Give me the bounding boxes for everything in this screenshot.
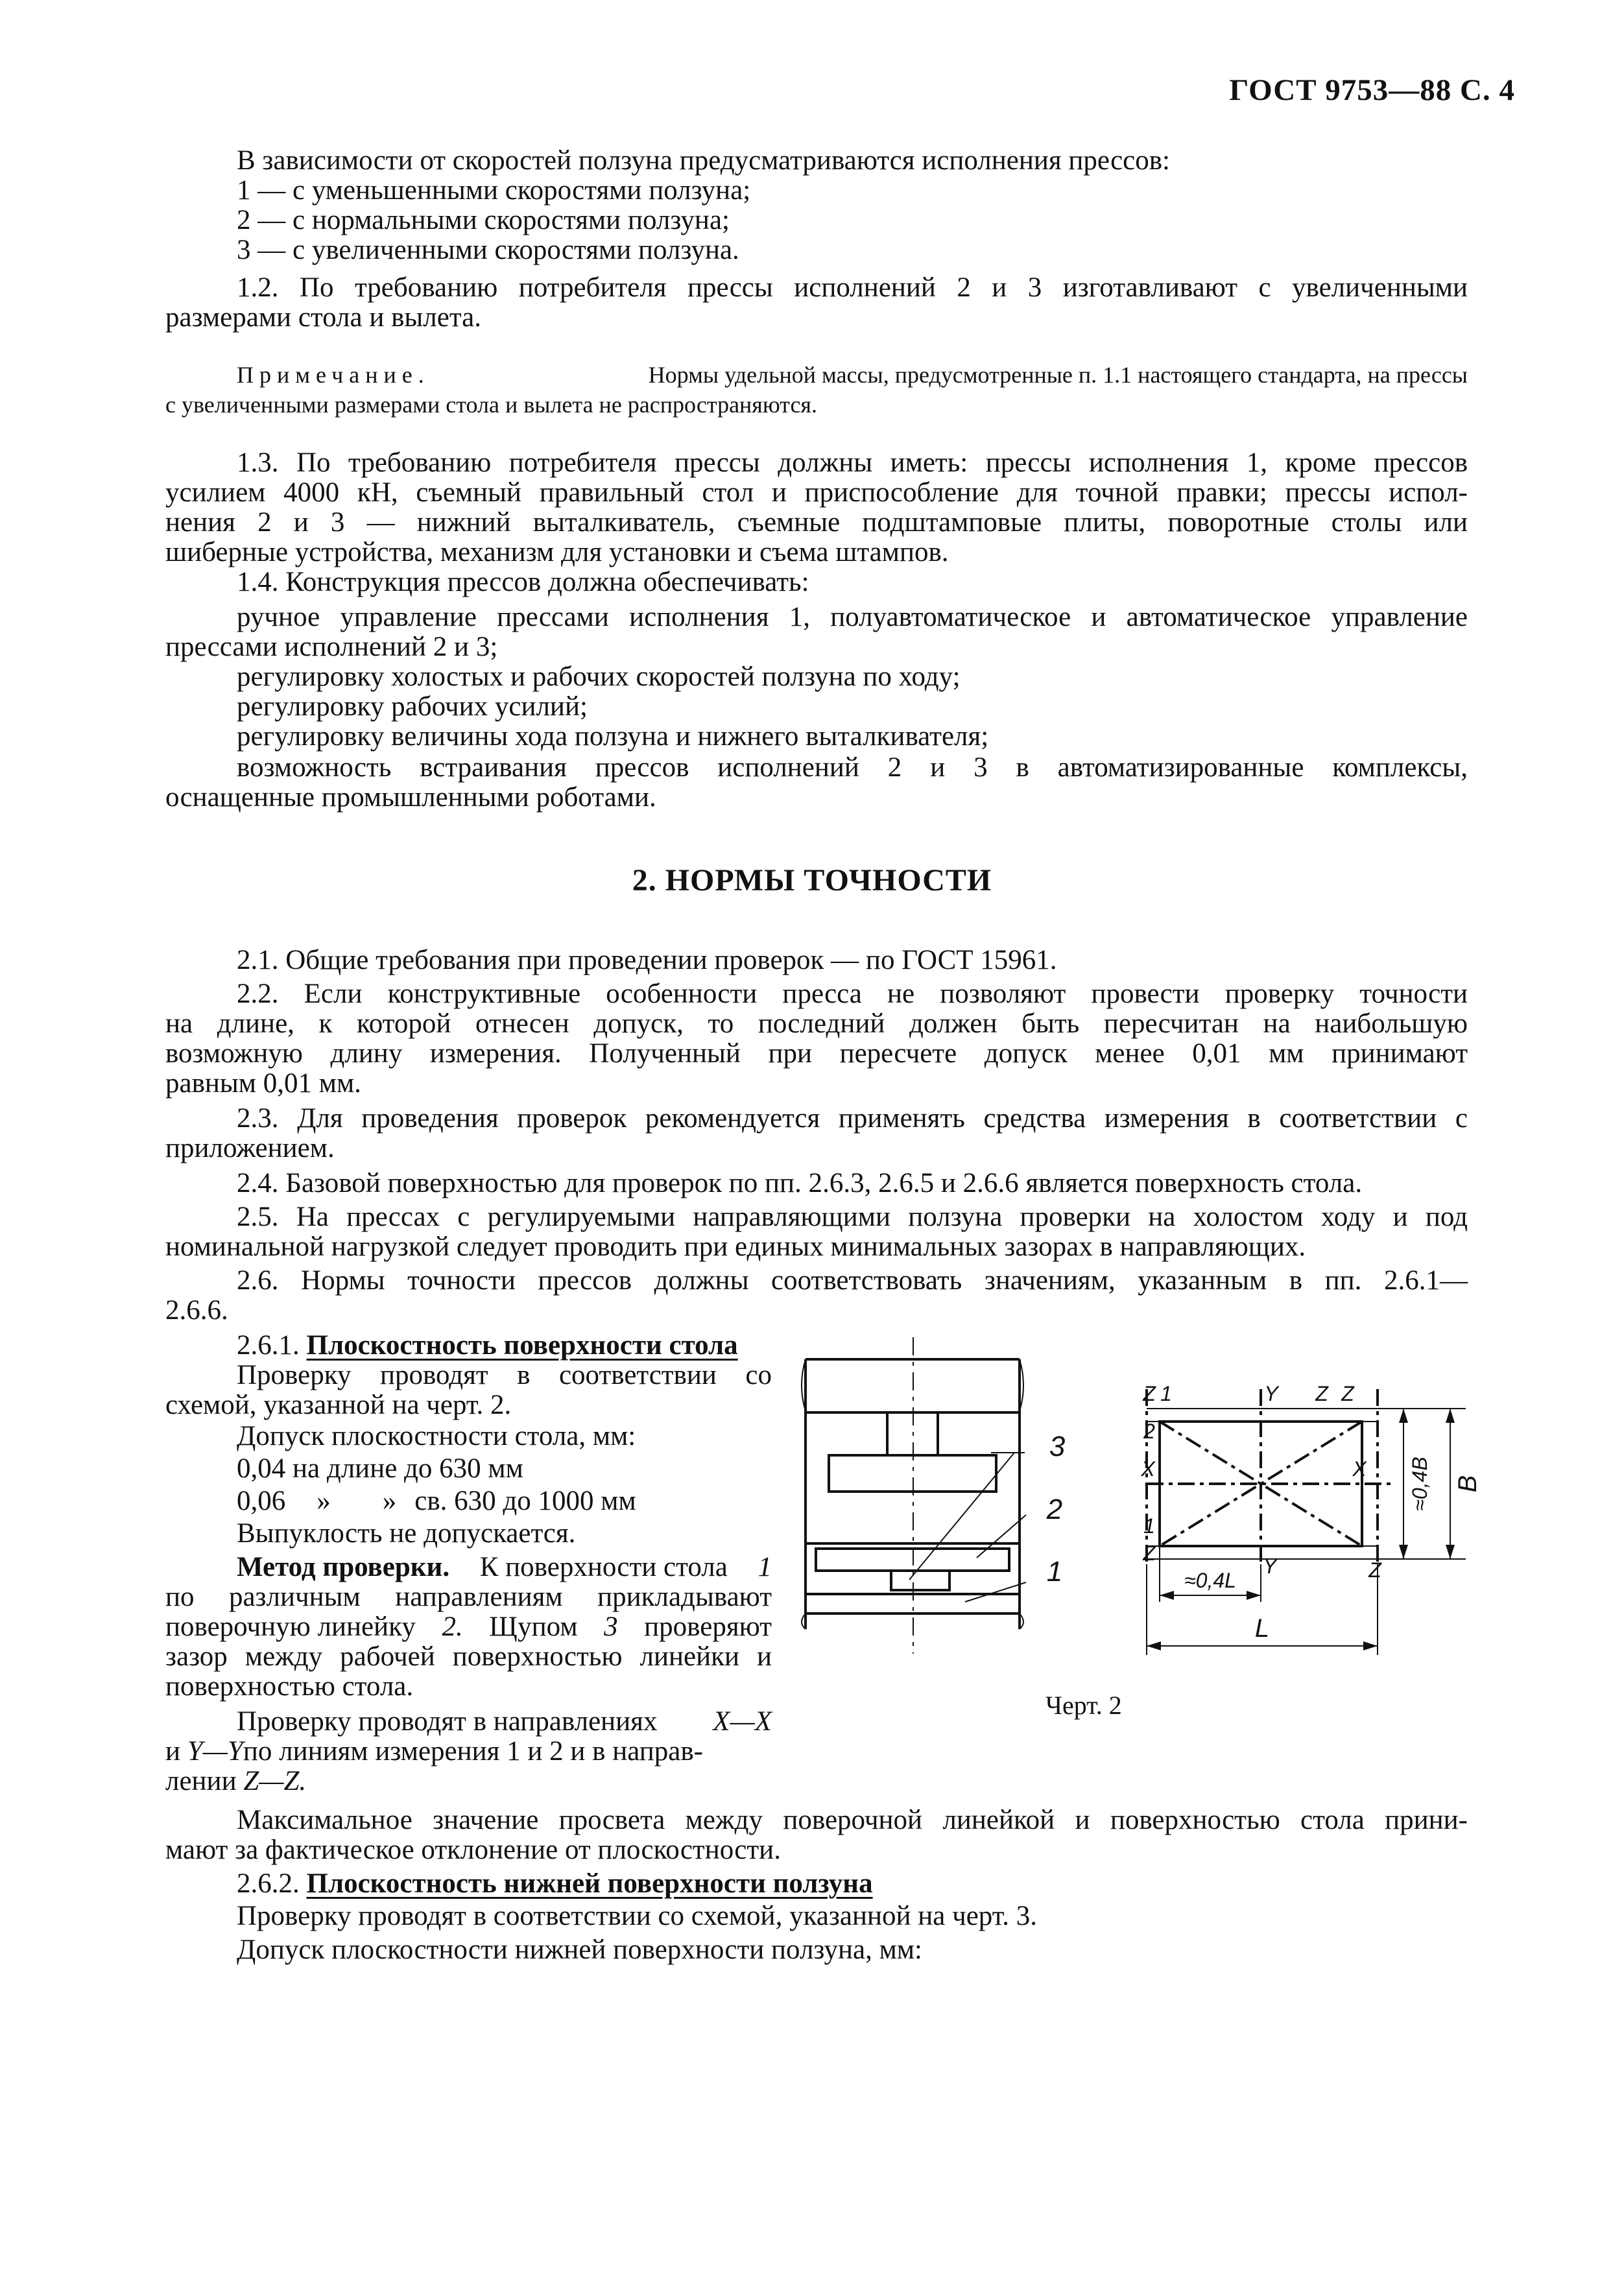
p1-4-line2: прессами исполнений 2 и 3; [165, 632, 498, 662]
fig-label-1: 1 [1046, 1556, 1063, 1588]
method-text: поверочную линейку [165, 1612, 416, 1642]
p1-4-item5b: оснащенные промышленными роботами. [165, 782, 656, 813]
s2-6-1-d2 [165, 1736, 703, 1767]
max-text-line1: Максимальное значение просвета между поверочной линейкой и поверхностью стола прини- [237, 1805, 1468, 1835]
max-text-line2: мают за фактическое отклонение от плоскостности. [165, 1835, 781, 1865]
s2-5-line2: номинальной нагрузкой следует проводить при единых минимальных зазорах в направляющих. [165, 1232, 1306, 1262]
table-plan-view [1147, 1389, 1466, 1655]
p1-4-item3: регулировку рабочих усилий; [237, 691, 588, 722]
s2-6-1-l5 [237, 1486, 636, 1516]
s2-6-2-heading [237, 1868, 873, 1899]
tolerance-range: св. 630 до 1000 мм [414, 1486, 636, 1516]
s2-6-2-l2: Допуск плоскостности нижней поверхности ползуна, мм: [237, 1935, 922, 1965]
s2-6-1-l1: Проверку проводят в соответствии со [237, 1360, 772, 1390]
method-text: Щупом [489, 1612, 578, 1642]
fig-label-2: 2 [1046, 1494, 1063, 1525]
plan-top-y: Y [1264, 1382, 1278, 1405]
dim-04l: ≈0,4L [1184, 1569, 1236, 1592]
ref-ruler: 2. [442, 1612, 463, 1642]
method-text: К поверхности стола [479, 1552, 728, 1582]
ref-table: 1 [758, 1552, 772, 1582]
ditto-mark: » [316, 1486, 331, 1516]
intro-item-2: 2 — с нормальными скоростями ползуна; [237, 205, 730, 235]
p1-2-line2: размерами стола и вылета. [165, 302, 482, 333]
intro-item-3: 3 — с увеличенными скоростями ползуна. [237, 235, 739, 265]
p1-3-line1: 1.3. По требованию потребителя прессы должны иметь: прессы исполнения 1, кроме прессов [237, 447, 1468, 478]
p1-4-item2: регулировку холостых и рабочих скоростей ползуна по ходу; [237, 661, 961, 692]
p1-4-line1: ручное управление прессами исполнения 1, полуавтоматическое и автоматическое управление [237, 602, 1468, 632]
plan-top-1: 1 [1160, 1382, 1172, 1405]
tolerance-value: 0,06 [237, 1486, 286, 1516]
p1-2-line1: 1.2. По требованию потребителя прессы исполнений 2 и 3 изготавливают с увеличенными [237, 272, 1468, 303]
s2-6-1-d1 [237, 1706, 772, 1737]
method-text: проверяют [644, 1612, 772, 1642]
s2-6-1-heading [237, 1330, 738, 1361]
s2-2-line1: 2.2. Если конструктивные особенности пресса не позволяют провести проверку точности [237, 979, 1468, 1009]
page-header: ГОСТ 9753—88 С. 4 [1229, 73, 1515, 107]
s2-3-line1: 2.3. Для проведения проверок рекомендуется применять средства измерения в соответствии с [237, 1103, 1468, 1134]
s2-2-line4: равным 0,01 мм. [165, 1068, 361, 1099]
s2-6-2-title: Плоскостность нижней поверхности ползуна [306, 1868, 873, 1899]
direction-text: и [165, 1736, 181, 1767]
p1-3-line2: усилием 4000 кН, съемный правильный стол и приспособление для точной правки; прессы испол- [165, 477, 1468, 508]
s2-2-line3: возможную длину измерения. Полученный при пересчете допуск менее 0,01 мм принимают [165, 1038, 1468, 1069]
p1-4-item4: регулировку величины хода ползуна и нижнего выталкивателя; [237, 721, 989, 752]
p1-3-line4: шиберные устройства, механизм для установки и съема штампов. [165, 537, 949, 567]
fig-label-3: 3 [1049, 1431, 1066, 1462]
s2-1: 2.1. Общие требования при проведении проверок — по ГОСТ 15961. [237, 945, 1057, 975]
method-label: Метод проверки. [237, 1552, 450, 1582]
direction-text: лении [165, 1766, 237, 1796]
s2-5-line1: 2.5. На прессах с регулируемыми направляющими ползуна проверки на холостом ходу и под [237, 1202, 1468, 1232]
direction-zz: Z—Z. [243, 1766, 307, 1796]
p1-3-line3: нения 2 и 3 — нижний выталкиватель, съемные подштамповые плиты, поворотные столы или [165, 507, 1468, 538]
plan-bottom-y: Y [1263, 1554, 1277, 1578]
s2-6-1-m1 [237, 1552, 772, 1582]
s2-6-1-num: 2.6.1. [237, 1330, 300, 1361]
intro-item-1: 1 — с уменьшенными скоростями ползуна; [237, 175, 751, 206]
ref-feeler: 3 [604, 1612, 618, 1642]
s2-6-2-l1: Проверку проводят в соответствии со схемой, указанной на черт. 3. [237, 1901, 1038, 1931]
s2-6-1-m2: по различным направлениям прикладывают [165, 1582, 772, 1612]
plan-right-x: X [1352, 1457, 1367, 1481]
s2-6-line2: 2.6.6. [165, 1295, 228, 1326]
note-line2: с увеличенными размерами стола и вылета не распространяются. [165, 392, 817, 418]
plan-top-z2: Z [1315, 1382, 1328, 1405]
plan-top-z3: Z [1341, 1382, 1354, 1405]
s2-6-1-l2: схемой, указанной на черт. 2. [165, 1390, 512, 1420]
s2-6-1-m5: поверхностью стола. [165, 1671, 414, 1702]
s2-6-1-l3: Допуск плоскостности стола, мм: [237, 1421, 636, 1451]
p1-4-lead: 1.4. Конструкция прессов должна обеспечивать: [237, 567, 809, 597]
figure-2 [791, 1323, 1482, 1686]
s2-6-1-d3 [165, 1766, 306, 1796]
s2-3-line2: приложением. [165, 1133, 335, 1163]
dim-04b: ≈0,4B [1408, 1457, 1431, 1511]
note-text-1: Нормы удельной массы, предусмотренные п. 1.1 настоящего стандарта, на прессы [648, 362, 1468, 388]
s2-2-line2: на длине, к которой отнесен допуск, то последний должен быть пересчитан на наибольшую [165, 1008, 1468, 1039]
s2-6-line1: 2.6. Нормы точности прессов должны соответствовать значениям, указанным в пп. 2.6.1— [237, 1265, 1468, 1296]
direction-text: Проверку проводят в направлениях [237, 1706, 658, 1737]
figure-caption: Черт. 2 [1045, 1691, 1122, 1720]
s2-6-2-num: 2.6.2. [237, 1868, 300, 1899]
note-line1 [237, 361, 1468, 390]
dim-b: B [1453, 1475, 1482, 1493]
s2-6-1-m4: зазор между рабочей поверхностью линейки и [165, 1641, 772, 1672]
press-schematic [802, 1337, 1026, 1654]
s2-6-1-l4: 0,04 на длине до 630 мм [237, 1453, 523, 1484]
intro-lead: В зависимости от скоростей ползуна предусматриваются исполнения прессов: [237, 145, 1170, 176]
ditto-mark: » [382, 1486, 397, 1516]
direction-text: по линиям измерения 1 и 2 и в направ- [243, 1736, 703, 1767]
section-title: 2. НОРМЫ ТОЧНОСТИ [632, 863, 992, 898]
s2-6-1-title: Плоскостность поверхности стола [306, 1330, 738, 1361]
s2-6-1-l6: Выпуклость не допускается. [237, 1518, 576, 1549]
direction-xx: X—X [713, 1706, 772, 1737]
p1-4-item5a: возможность встраивания прессов исполнений 2 и 3 в автоматизированные комплексы, [237, 752, 1468, 783]
plan-left-1: 1 [1143, 1514, 1155, 1538]
plan-bottom-z: Z [1368, 1558, 1381, 1582]
note-label: Примечание. [237, 362, 430, 388]
plan-top-z1: Z [1143, 1382, 1156, 1405]
dim-l: L [1254, 1614, 1270, 1643]
s2-4: 2.4. Базовой поверхностью для проверок по пп. 2.6.3, 2.6.5 и 2.6.6 является поверхность стола. [237, 1168, 1363, 1198]
plan-left-2: 2 [1143, 1420, 1155, 1443]
plan-left-x: X [1141, 1457, 1155, 1481]
s2-6-1-m3 [165, 1612, 772, 1642]
plan-left-z: Z [1143, 1542, 1156, 1565]
direction-yy: Y—Y [187, 1736, 243, 1767]
